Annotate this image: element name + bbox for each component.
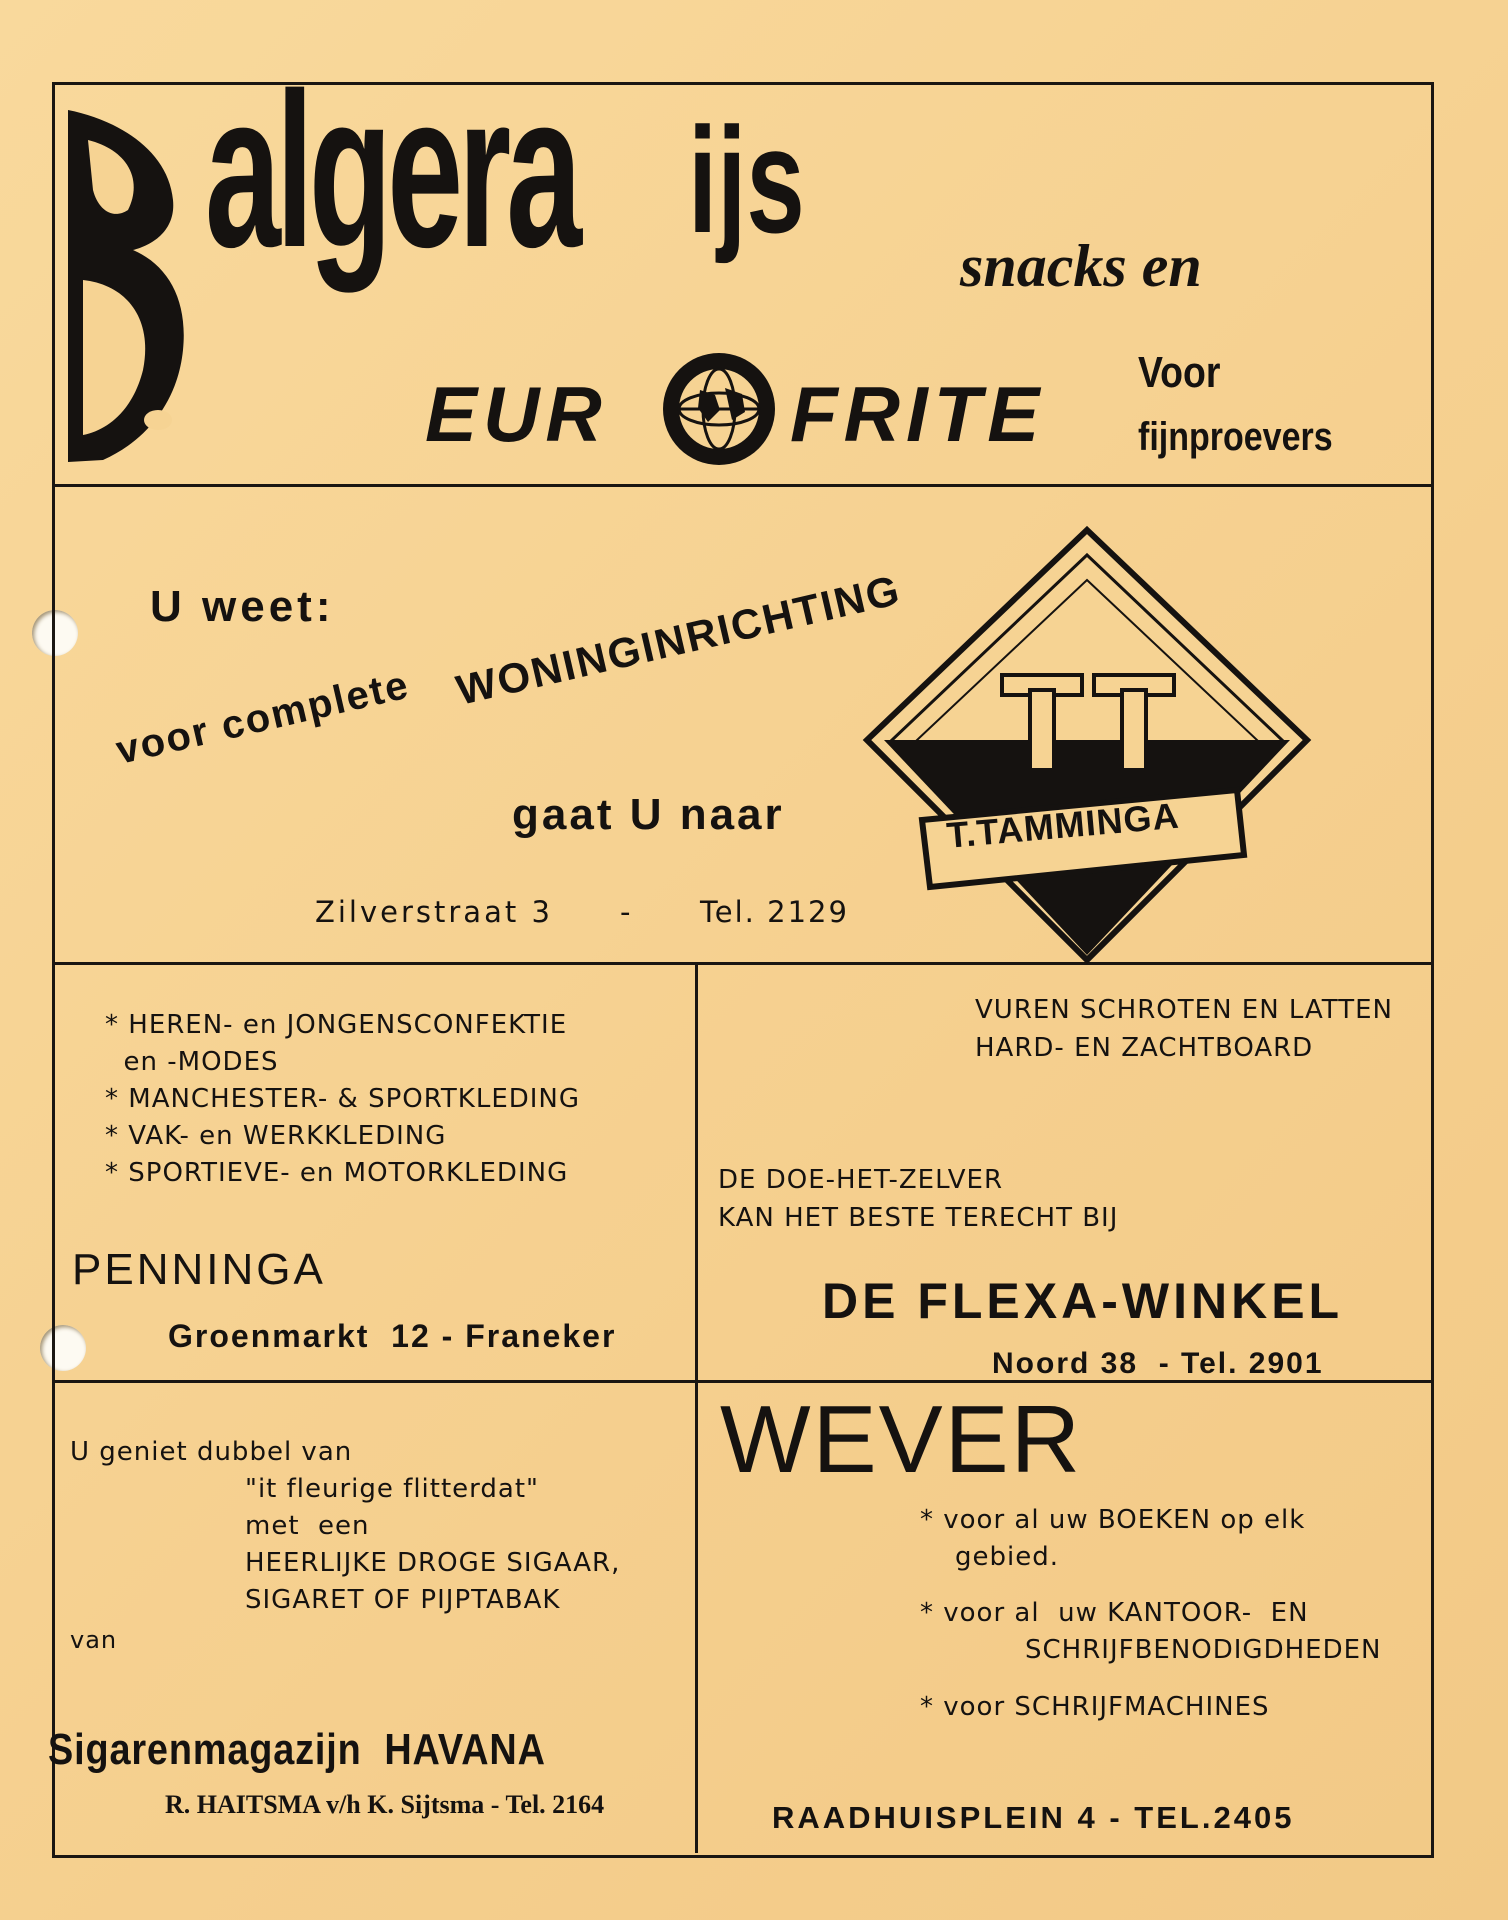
woninginrichting-text: WONINGINRICHTING bbox=[452, 565, 906, 714]
wever-name: WEVER bbox=[720, 1386, 1083, 1493]
flexa-line-3: DE DOE-HET-ZELVER bbox=[718, 1165, 1004, 1195]
penninga-item-4: * VAK- en WERKKLEDING bbox=[105, 1121, 447, 1151]
flexa-line-4: KAN HET BESTE TERECHT BIJ bbox=[718, 1203, 1119, 1233]
wever-item-2b: SCHRIJFBENODIGDHEDEN bbox=[1025, 1635, 1382, 1665]
flexa-name: DE FLEXA-WINKEL bbox=[822, 1273, 1344, 1329]
algera-figure-logo bbox=[58, 100, 193, 470]
havana-van: van bbox=[70, 1626, 118, 1654]
divider-1 bbox=[52, 484, 1431, 487]
fijnproevers-text: fijnproevers bbox=[1138, 415, 1333, 459]
havana-line-1: U geniet dubbel van bbox=[70, 1437, 353, 1467]
wever-item-1a: * voor al uw BOEKEN op elk bbox=[920, 1505, 1306, 1535]
flexa-address: Noord 38 - Tel. 2901 bbox=[992, 1347, 1324, 1380]
tamminga-logo-name: T.TAMMINGA bbox=[945, 794, 1181, 856]
havana-name: Sigarenmagazijn HAVANA bbox=[48, 1725, 546, 1774]
havana-line-2: "it fleurige flitterdat" bbox=[245, 1474, 539, 1504]
ijs-word: ijs bbox=[688, 96, 805, 264]
wever-item-2a: * voor al uw KANTOOR- EN bbox=[920, 1598, 1309, 1628]
flexa-line-1: VUREN SCHROTEN EN LATTEN bbox=[975, 995, 1393, 1025]
havana-line-4: HEERLIJKE DROGE SIGAAR, bbox=[245, 1548, 621, 1578]
eurofrite-right: FRITE bbox=[790, 370, 1046, 458]
gaat-u-naar-text: gaat U naar bbox=[512, 790, 785, 839]
divider-vertical bbox=[695, 962, 698, 1853]
snacks-text: snacks en bbox=[960, 233, 1202, 299]
tamminga-tel: Tel. 2129 bbox=[700, 895, 849, 929]
penninga-item-3: * MANCHESTER- & SPORTKLEDING bbox=[105, 1084, 581, 1114]
eurofrite-left: EUR bbox=[425, 370, 608, 458]
voor-text: Voor bbox=[1138, 348, 1221, 397]
tamminga-diamond-logo bbox=[862, 525, 1312, 965]
wever-item-1b: gebied. bbox=[955, 1542, 1059, 1572]
havana-line-3: met een bbox=[245, 1511, 370, 1541]
wever-address: RAADHUISPLEIN 4 - TEL.2405 bbox=[772, 1800, 1295, 1835]
havana-owner: R. HAITSMA v/h K. Sijtsma - Tel. 2164 bbox=[165, 1790, 605, 1819]
penninga-name: PENNINGA bbox=[72, 1245, 326, 1294]
flexa-line-2: HARD- EN ZACHTBOARD bbox=[975, 1033, 1314, 1063]
havana-line-5: SIGARET OF PIJPTABAK bbox=[245, 1585, 561, 1615]
tamminga-address: Zilverstraat 3 bbox=[315, 895, 553, 929]
voor-complete-text: voor complete bbox=[112, 662, 414, 773]
penninga-address: Groenmarkt 12 - Franeker bbox=[168, 1318, 617, 1354]
wever-item-3: * voor SCHRIJFMACHINES bbox=[920, 1692, 1270, 1722]
penninga-item-2: en -MODES bbox=[105, 1047, 279, 1077]
algera-logo-word: algera bbox=[205, 47, 578, 293]
u-weet-text: U weet: bbox=[150, 582, 335, 631]
tamminga-dash: - bbox=[620, 895, 632, 929]
globe-icon bbox=[660, 350, 778, 468]
penninga-item-1: * HEREN- en JONGENSCONFEKTIE bbox=[105, 1010, 568, 1040]
penninga-item-5: * SPORTIEVE- en MOTORKLEDING bbox=[105, 1158, 569, 1188]
